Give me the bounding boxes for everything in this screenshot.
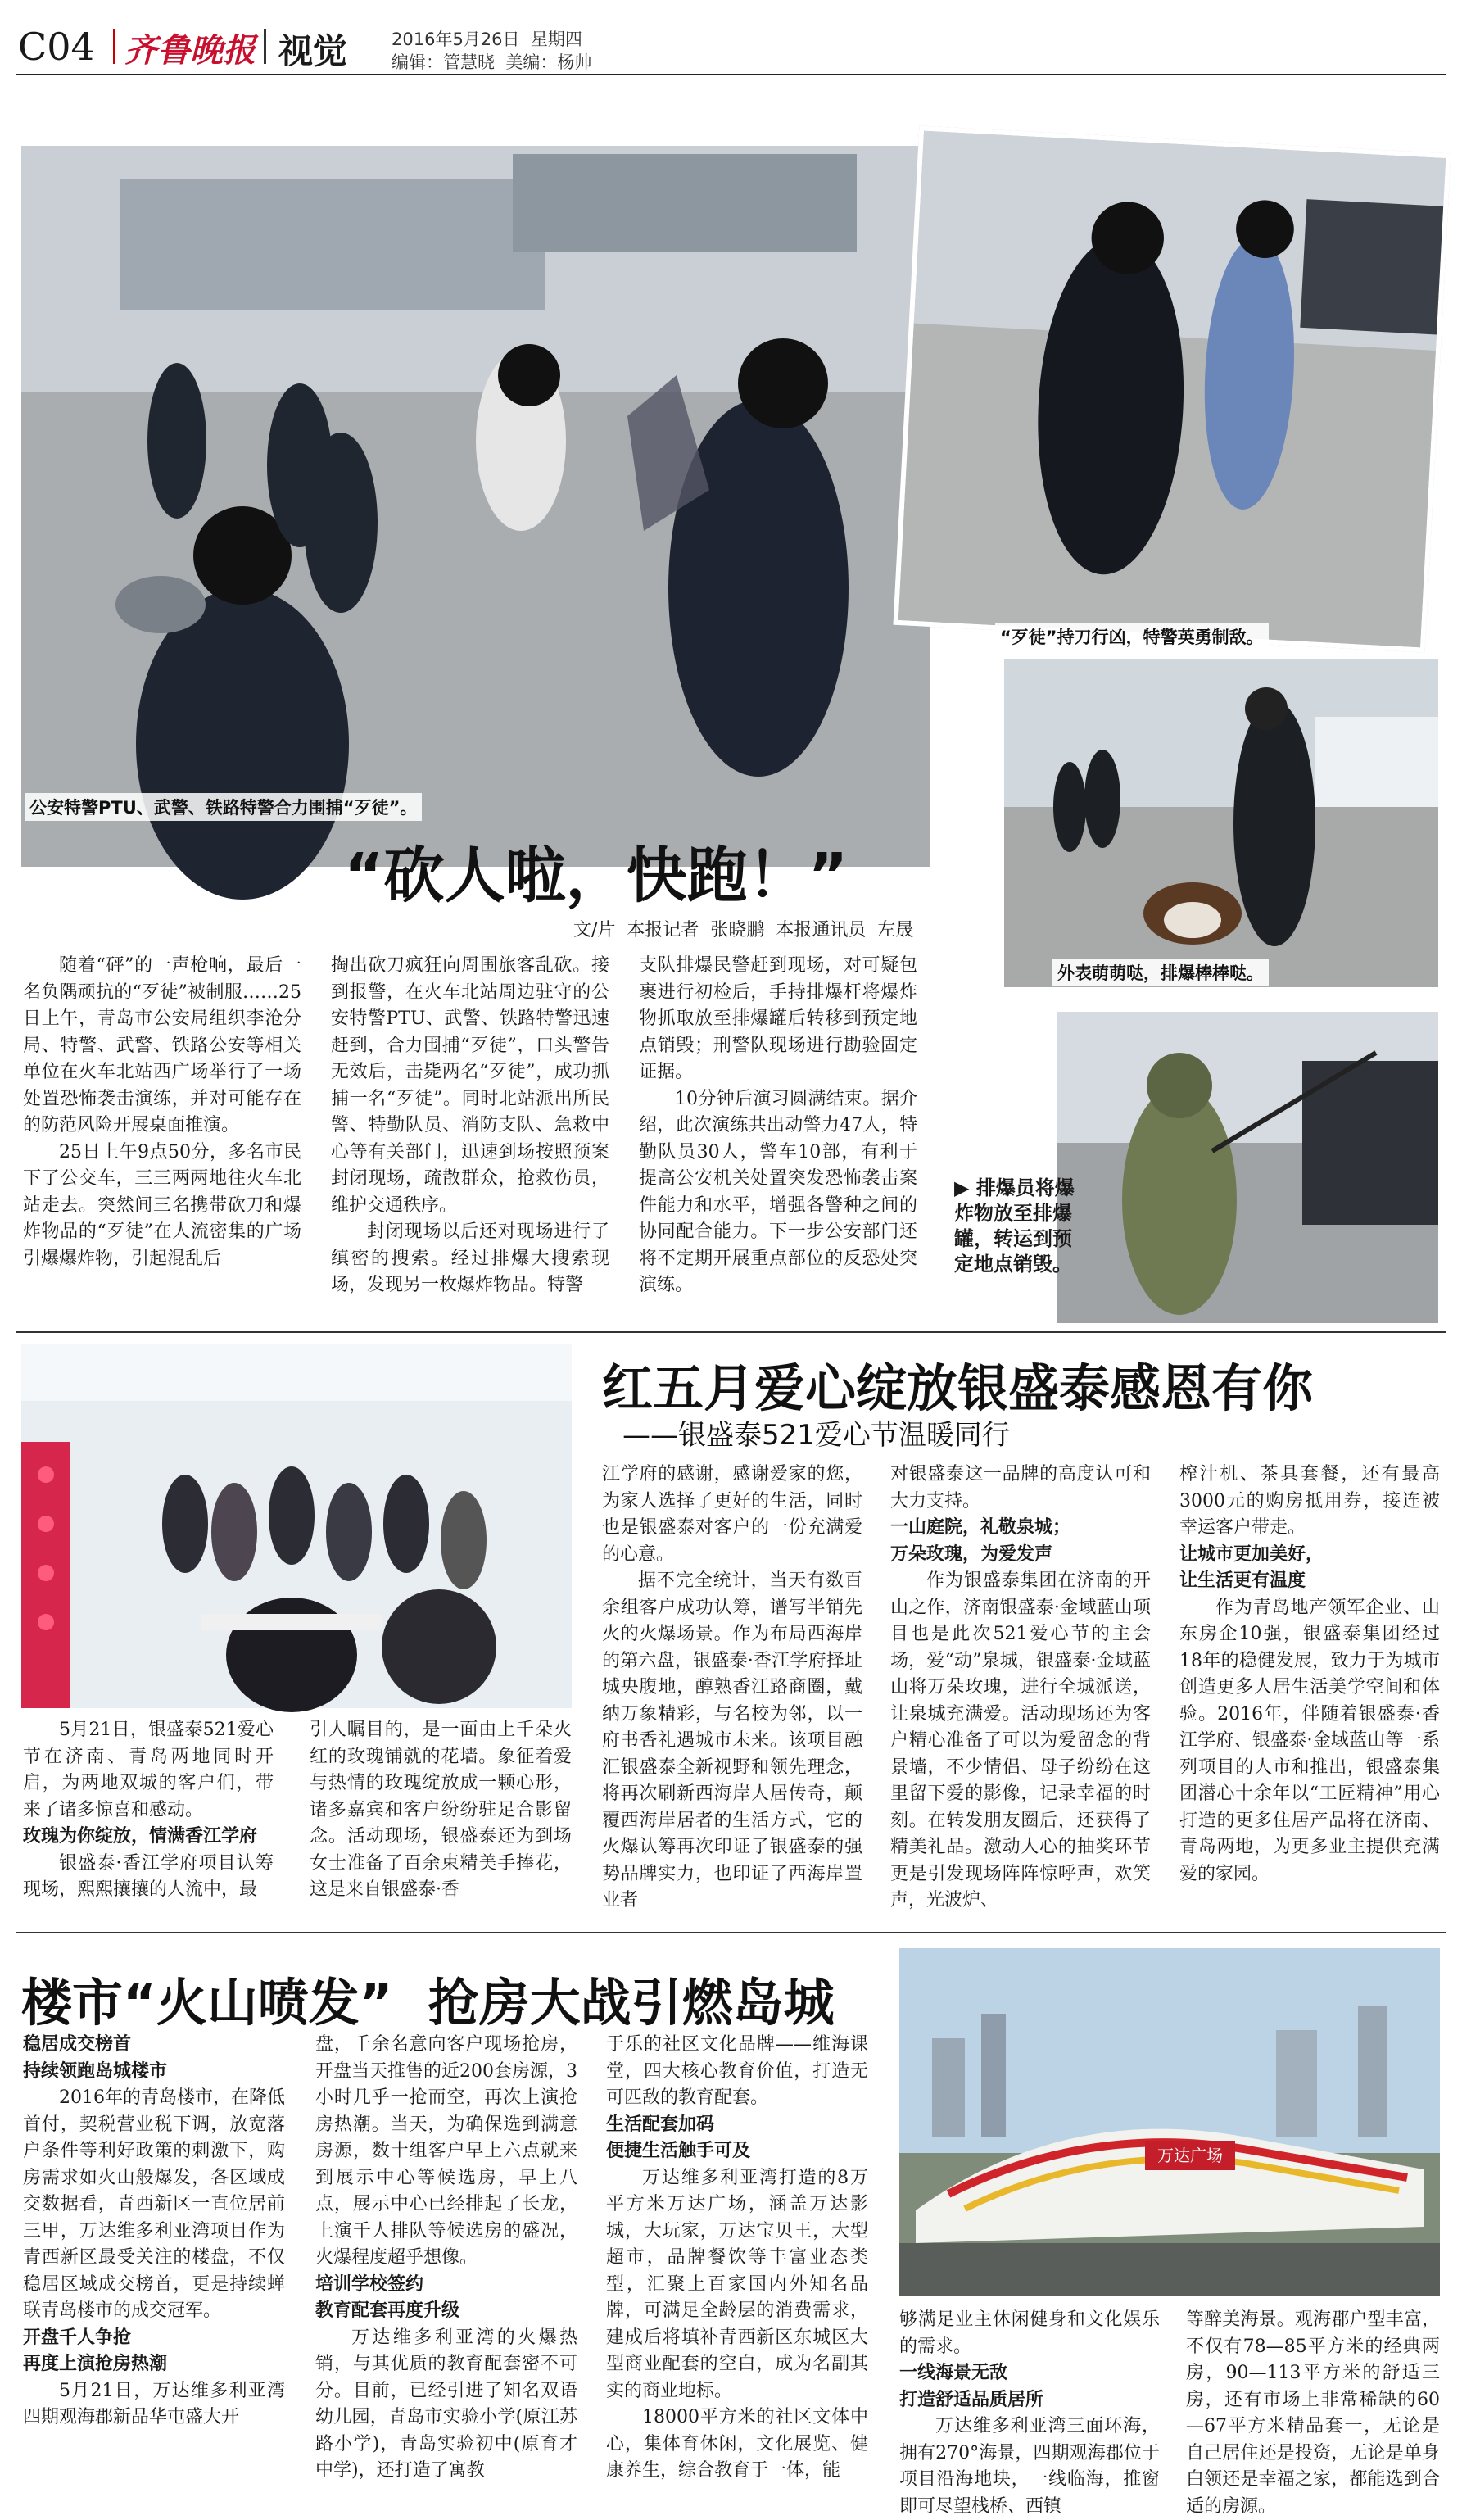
wanda-plaza-rendering	[899, 1948, 1440, 2296]
story2-paragraph: 5月21日，银盛泰521爱心节在济南、青岛两地同时开启，为两地双城的客户们，带来了诸多惊喜和感动。	[23, 1720, 274, 1820]
story1-paragraph: 25日上午9点50分，多名市民下了公交车，三三两两地往火车北站走去。突然间三名携带砍刀和爆炸物品的“歹徒”在人流密集的广场引爆爆炸物，引起混乱后	[23, 1141, 301, 1269]
story3-subheading: 稳居成交榜首	[23, 2034, 132, 2055]
story2-paragraph: 榨汁机、茶具套餐，还有最高3000元的购房抵用券，接连被幸运客户带走。	[1179, 1464, 1440, 1538]
story2-paragraph: 江学府的感谢，感谢爱家的您，为家人选择了更好的生活，同时也是银盛泰对客户的一份充满爱的心意。	[602, 1464, 862, 1565]
story3-subheading: 便捷生活触手可及	[606, 2141, 751, 2161]
story3-column-2	[315, 2032, 577, 2499]
story2-paragraph: 据不完全统计，当天有数百余组客户成功认筹，谱写半销先火的火爆场景。作为布局西海岸的第六盘，银盛泰·香江学府择址城央腹地，醇熟香江路商圈，戴纳万象精彩，与名校为邻，以一府书香礼遇城市未来。该项目融汇银盛泰全新视野和领先理念，将再次刷新西海岸人居传奇，颠覆西海岸居者的生活方式，它的火爆认筹再次印证了银盛泰的强势品牌实力，也印证了西海岸置业者	[602, 1570, 862, 1910]
story3-paragraph: 于乐的社区文化品牌——维海课堂，四大核心教育价值，打造无可匹敌的教育配套。	[606, 2034, 868, 2108]
story2-paragraph: 作为青岛地产领军企业、山东房企10强，银盛泰集团经过18年的稳健发展，致力于为城市创造更多人居生活美学空间和体验。2016年，伴随着银盛泰·香江学府、银盛泰·金域蓝山等一系列项目的人市和推出，银盛泰集团潜心十余年以“工匠精神”用心打造的更多住居产品将在济南、青岛两地，为更多业主提供充满爱的家园。	[1179, 1597, 1440, 1884]
story2-column-3	[602, 1462, 862, 1912]
rose-event-photo	[21, 1344, 572, 1708]
story2-paragraph: 对银盛泰这一品牌的高度认可和大力支持。	[890, 1464, 1151, 1512]
dog-photo-caption: 外表萌萌哒，排爆棒棒哒。	[1052, 959, 1269, 986]
bomb-disposal-photo	[1057, 1012, 1438, 1323]
story3-column-3	[606, 2032, 868, 2499]
story2-column-4	[890, 1462, 1151, 1912]
section-name: 视觉	[278, 31, 348, 71]
story3-paragraph: 万达维多利亚湾三面环海，拥有270°海景，四期观海郡位于项目沿海地块，一线临海，推窗即可尽望栈桥、西镇	[899, 2416, 1160, 2517]
story3-paragraph: 18000平方米的社区文体中心，集体育休闲，文化展览、健康养生，综合教育于一体，能	[606, 2407, 868, 2481]
knife-photo	[893, 125, 1451, 652]
story1-paragraph: 10分钟后演习圆满结束。据介绍，此次演练共出动警力47人，特勤队员30人，警车10部，有利于提高公安机关处置突发恐怖袭击案件能力和水平，增强各警种之间的协同配合能力。下一步公安部门还将不定期开展重点部位的反恐处突演练。	[639, 1088, 917, 1295]
story2-column-5	[1179, 1462, 1440, 1912]
story2-column-1	[23, 1717, 274, 1914]
story3-subheading: 生活配套加码	[606, 2114, 715, 2135]
masthead-rule	[16, 74, 1446, 75]
story2-subheading: 万朵玫瑰，为爱发声	[890, 1543, 1053, 1565]
story3-paragraph: 5月21日，万达维多利亚湾四期观海郡新品华屯盛大开	[23, 2380, 285, 2427]
story3-column-4	[899, 2307, 1160, 2517]
section-rule-1	[16, 1331, 1446, 1333]
story3-subheading: 再度上演抢房热潮	[23, 2354, 168, 2374]
story3-subheading: 开盘千人争抢	[23, 2327, 132, 2348]
story1-column-1	[23, 953, 301, 1346]
story1-paragraph: 随着“砰”的一声枪响，最后一名负隅顽抗的“歹徒”被制服……25日上午，青岛市公安局组织李沧分局、特警、武警、铁路公安等相关单位在火车北站西广场举行了一场处置恐怖袭击演练，并对可能存在的防范风险开展桌面推演。	[23, 955, 301, 1135]
story1-column-2	[331, 953, 609, 1346]
red-divider	[113, 29, 115, 64]
story1-column-3	[639, 953, 917, 1346]
main-drill-photo	[21, 146, 930, 867]
story3-paragraph: 够满足业主休闲健身和文化娱乐的需求。	[899, 2309, 1160, 2357]
story2-paragraph: 引人瞩目的，是一面由上千朵火红的玫瑰铺就的花墙。象征着爱与热情的玫瑰绽放成一颗心形，诸多嘉宾和客户纷纷驻足合影留念。活动现场，银盛泰还为到场女士准备了百余束精美手捧花，这是来自银盛泰·香	[310, 1720, 572, 1900]
story2-subheading: 让生活更有温度	[1179, 1570, 1306, 1591]
story2-subheading: 一山庭院，礼敬泉城；	[890, 1517, 1071, 1538]
story3-paragraph: 等醉美海景。观海郡户型丰富，不仅有78—85平方米的经典两房，90—113平方米的舒适三房，还有市场上非常稀缺的60—67平方米精品套一，无论是自己居住还是投资，无论是单身白领还是幸福之家，都能选到合适的房源。	[1186, 2309, 1440, 2517]
editor-credits	[392, 49, 591, 74]
story1-byline: 文/片 本报记者 张晓鹏 本报通讯员 左晟	[573, 920, 914, 940]
story1-paragraph: 掏出砍刀疯狂向周围旅客乱砍。接到报警，在火车北站周边驻守的公安特警PTU、武警、铁路特警迅速赶到，合力围捕“歹徒”，口头警告无效后，击毙两名“歹徒”，成功抓捕一名“歹徒”。同时北站派出所民警、特勤队员、消防支队、急救中心等有关部门，迅速到场按照预案封闭现场，疏散群众，抢救伤员，维护交通秩序。	[331, 955, 609, 1216]
weekday-text: 星期四	[530, 29, 582, 49]
main-photo-caption: 公安特警PTU、武警、铁路特警合力围捕“歹徒”。	[25, 793, 422, 821]
story3-column-1	[23, 2032, 285, 2499]
story2-subheadline: ——银盛泰521爱心节温暖同行	[622, 1419, 1010, 1452]
story3-paragraph: 万达维多利亚湾打造的8万平方米万达广场，涵盖万达影城，大玩家，万达宝贝王，大型超市，品牌餐饮等丰富业态类型，汇聚上百家国内外知名品牌，可满足全龄层的消费需求，建成后将填补青西新区东城区大型商业配套的空白，成为名副其实的商业地标。	[606, 2167, 868, 2401]
designer-text: 美编：杨帅	[505, 52, 592, 72]
sniffer-dog-photo	[1004, 659, 1438, 987]
story2-subheading: 玫瑰为你绽放，情满香江学府	[23, 1826, 258, 1847]
section-divider	[264, 29, 266, 64]
story3-headline: 楼市“火山喷发” 抢房大战引燃岛城	[21, 1973, 835, 2033]
issue-date	[392, 26, 582, 51]
story3-subheading: 培训学校签约	[315, 2273, 424, 2295]
story2-paragraph: 银盛泰·香江学府项目认筹现场，熙熙攘攘的人流中，最	[23, 1852, 274, 1900]
story2-headline: 红五月爱心绽放银盛泰感恩有你	[602, 1358, 1314, 1418]
story1-headline: “砍人啦，快跑！”	[344, 841, 849, 911]
story3-subheading: 打造舒适品质居所	[899, 2389, 1044, 2410]
story3-paragraph: 2016年的青岛楼市，在降低首付，契税营业税下调，放宽落户条件等利好政策的刺激下，购房需求如火山般爆发，各区域成交数据看，青西新区一直位居前三甲，万达维多利亚湾项目作为青西新区最受关注的楼盘，不仅稳居区域成交榜首，更是持续蝉联青岛楼市的成交冠军。	[23, 2087, 285, 2321]
masthead	[0, 0, 1462, 75]
story3-paragraph: 万达维多利亚湾的火爆热销，与其优质的教育配套密不可分。目前，已经引进了知名双语幼儿园，青岛市实验小学(原江苏路小学)，青岛实验初中(原育才中学)，还打造了寓教	[315, 2327, 577, 2481]
story3-paragraph: 盘，千余名意向客户现场抢房，开盘当天推售的近200套房源，3小时几乎一抢而空，再次上演抢房热潮。当天，为确保选到满意房源，数十组客户早上六点就来到展示中心等候选房，早上八点，展示中心已经排起了长龙，上演千人排队等候选房的盛况，火爆程度超乎想像。	[315, 2034, 577, 2268]
story2-paragraph: 作为银盛泰集团在济南的开山之作，济南银盛泰·金域蓝山项目也是此次521爱心节的主会场，爱“动”泉城，银盛泰·金域蓝山将万朵玫瑰，进行全城派送，让泉城充满爱。活动现场还为客户精心准备了可以为爱留念的背景墙，不少情侣、母子纷纷在这里留下爱的影像，记录幸福的时刻。在转发朋友圈后，还获得了精美礼品。激动人心的抽奖环节更是引发现场阵阵惊呼声，欢笑声，光波炉、	[890, 1570, 1151, 1910]
story3-subheading: 一线海景无敌	[899, 2363, 1008, 2383]
section-rule-2	[16, 1932, 1446, 1933]
editor-text: 编辑：管慧晓	[392, 52, 495, 72]
paper-logo: 齐鲁晚报	[124, 31, 256, 70]
page-number: C04	[18, 25, 95, 69]
story1-paragraph: 支队排爆民警赶到现场，对可疑包裹进行初检后，手持排爆杆将爆炸物抓取放至排爆罐后转移到预定地点销毁；刑警队现场进行勘验固定证据。	[639, 955, 917, 1082]
story2-column-2	[310, 1717, 572, 1914]
knife-photo-caption: “歹徒”持刀行凶，特警英勇制敌。	[995, 623, 1269, 650]
story2-subheading: 让城市更加美好，	[1179, 1543, 1324, 1565]
story3-subheading: 教育配套再度升级	[315, 2300, 460, 2321]
date-text: 2016年5月26日	[392, 29, 520, 49]
story3-column-5	[1186, 2307, 1440, 2517]
story3-subheading: 持续领跑岛城楼市	[23, 2060, 168, 2082]
mall-sign: 万达广场	[1157, 2146, 1223, 2165]
bomb-photo-caption: ▶ 排爆员将爆炸物放至排爆罐，转运到预定地点销毁。	[954, 1176, 1075, 1276]
story1-paragraph: 封闭现场以后还对现场进行了缜密的搜索。经过排爆大搜索现场，发现另一枚爆炸物品。特警	[331, 1221, 609, 1295]
